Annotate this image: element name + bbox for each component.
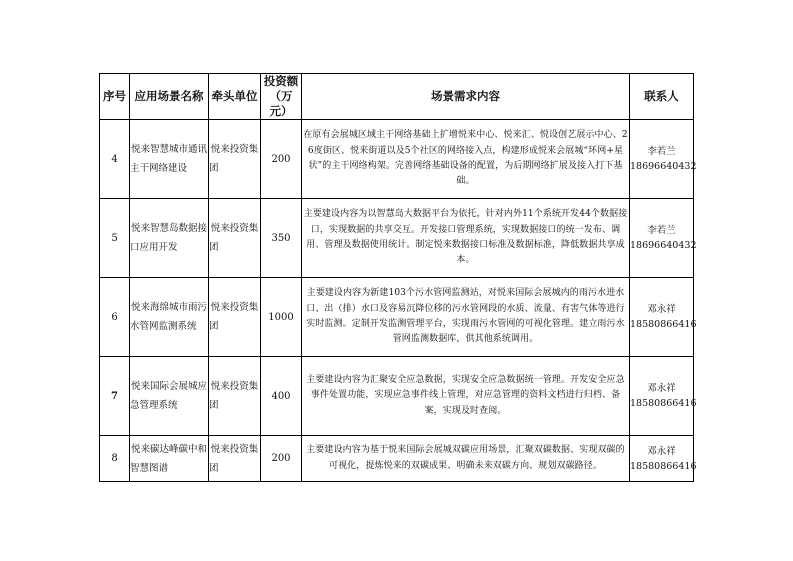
contact-phone: 18696640432	[630, 240, 697, 251]
scenario-name: 悦来智慧城市通讯主干网络建设	[130, 120, 209, 199]
investment-amount: 400	[261, 357, 302, 436]
row-number: 4	[100, 120, 130, 199]
scenario-table	[99, 73, 697, 482]
lead-unit: 悦来投资集团	[209, 357, 261, 436]
scenario-content: 在原有会展城区域主干网络基础上扩增悦来中心、悦来汇、悦设创艺展示中心、26度街区、悦来街道以及5个社区的网络接入点，构建形成悦来会展城“环网+星状”的主干网络构架。完善网络基础设备的配置，为后期网络扩展及接入打下基础。	[302, 120, 630, 199]
table-row	[100, 436, 694, 482]
scenario-content: 主要建设内容为汇聚安全应急数据，实现安全应急数据统一管理。开发安全应急事件处置功能，实现应急事件线上管理，对应急管理的资料文档进行归档、备案，实现及时查阅。	[302, 357, 630, 436]
header-investment-line1: 投资额	[263, 74, 299, 88]
row-number: 8	[100, 436, 130, 482]
scenario-content: 主要建设内容为基于悦来国际会展城双碳应用场景，汇聚双碳数据、实现双碳的可视化，提炼悦来的双碳成果、明确未来双碳方向、规划双碳路径。	[302, 436, 630, 482]
lead-unit: 悦来投资集团	[209, 120, 261, 199]
contact-name: 李若兰	[647, 225, 676, 236]
scenario-name: 悦来国际会展城应急管理系统	[130, 357, 209, 436]
contact-cell	[630, 120, 697, 199]
contact-cell	[630, 436, 697, 482]
investment-amount: 200	[261, 436, 302, 482]
contact-cell	[630, 357, 697, 436]
scenario-content: 主要建设内容为新建103个污水管网监测站，对悦来国际会展城内的雨污水进水口、出（排）水口及容易沉降位移的污水管网段的水质、流量、有害气体等进行实时监测。定制开发监测管理平台，实现雨污水管网的可视化管理。建立雨污水管网监测数据库，供其他系统调用。	[302, 278, 630, 357]
table-row	[100, 278, 694, 357]
row-number: 7	[100, 357, 130, 436]
header-scenario: 应用场景名称	[130, 74, 209, 120]
header-contact: 联系人	[630, 74, 694, 120]
table-row	[100, 357, 694, 436]
table-row	[100, 199, 694, 278]
table-header-row	[100, 74, 694, 120]
header-content: 场景需求内容	[302, 74, 630, 120]
lead-unit: 悦来投资集团	[209, 278, 261, 357]
contact-cell	[630, 199, 697, 278]
contact-phone: 18580866416	[630, 319, 697, 330]
lead-unit: 悦来投资集团	[209, 199, 261, 278]
investment-amount: 1000	[261, 278, 302, 357]
contact-name: 邓永祥	[647, 304, 676, 315]
contact-name: 邓永祥	[647, 445, 676, 457]
header-investment	[261, 74, 302, 120]
contact-name: 李若兰	[647, 146, 676, 157]
investment-amount: 200	[261, 120, 302, 199]
header-no: 序号	[100, 74, 130, 120]
scenario-name: 悦来智慧岛数据接口应用开发	[130, 199, 209, 278]
contact-name: 邓永祥	[647, 383, 676, 394]
lead-unit: 悦来投资集团	[209, 436, 261, 482]
row-number: 6	[100, 278, 130, 357]
contact-phone: 18580866416	[630, 398, 697, 409]
contact-cell	[630, 278, 697, 357]
investment-amount: 350	[261, 199, 302, 278]
scenario-name: 悦来海绵城市雨污水管网监测系统	[130, 278, 209, 357]
scenario-content: 主要建设内容为以智慧岛大数据平台为依托，针对内外11个系统开发44个数据接口，实现数据的共享交互。开发接口管理系统，实现数据接口的统一发布、调用、管理及数据使用统计。制定悦来数据接口标准及数据标准，降低数据共享成本。	[302, 199, 630, 278]
contact-phone: 18696640432	[630, 161, 697, 172]
header-lead-unit: 牵头单位	[209, 74, 261, 120]
table-row	[100, 120, 694, 199]
scenario-name: 悦来碳达峰碳中和智慧图谱	[130, 436, 209, 482]
row-number: 5	[100, 199, 130, 278]
header-investment-line2: （万元）	[269, 89, 293, 118]
contact-phone: 18580866416	[630, 460, 697, 472]
